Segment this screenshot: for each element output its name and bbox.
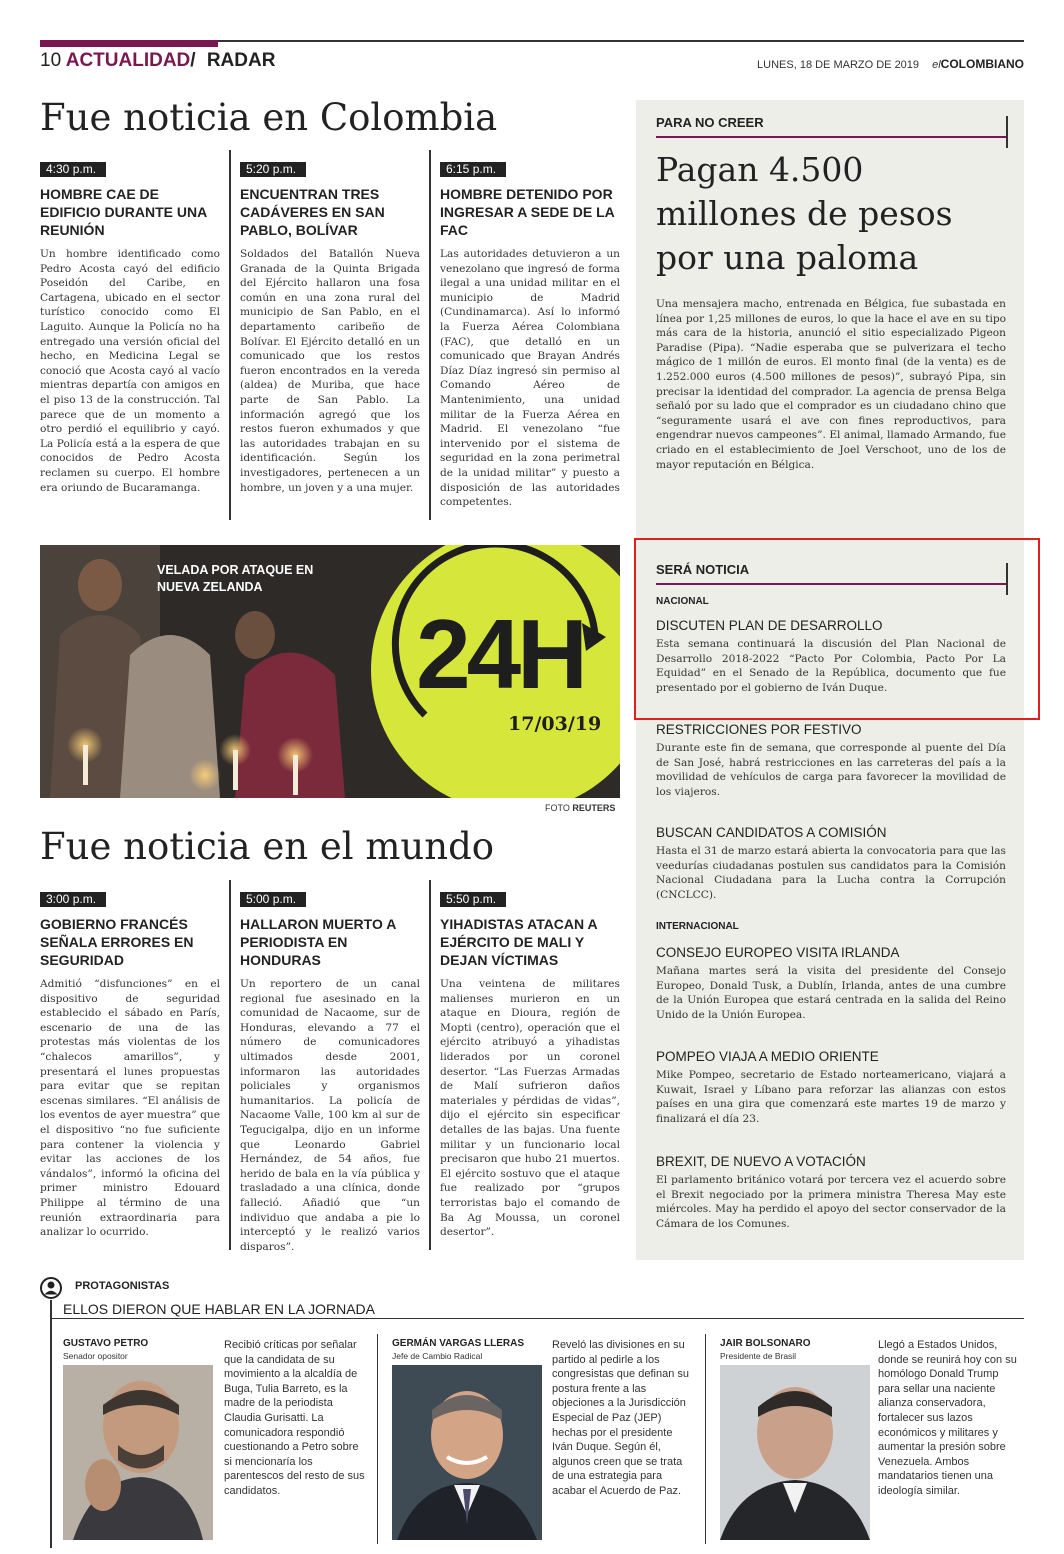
sera-noticia-item-title: BUSCAN CANDIDATOS A COMISIÓN — [656, 825, 887, 840]
sera-noticia-item-title: CONSEJO EUROPEO VISITA IRLANDA — [656, 945, 900, 960]
story-body: Un reportero de un canal regional fue asesinado en la comunidad de Nacaome, sur de Honduras, elevando a 77 el número de comunicadores ultimados desde 2001, informaron las autoridades policiales y organismos humanitarios. La policía de Nacaome Valle, 100 km al sur de Tegucigalpa, dijo en un informe que Leonardo Gabriel Hernández, de 54 años, fue herido de bala en la vía pública y trasladado a una clínica, donde falleció. Añadió que “un individuo que andaba a pie lo interceptó y le realizó varios disparos”. — [240, 978, 420, 1253]
story-time: 6:15 p.m. — [440, 162, 506, 177]
story-body: Las autoridades detuvieron a un venezolano que ingresó de forma ilegal a una unidad militar en el municipio de Madrid (Cundinamarca). Así lo informó la Fuerza Aérea Colombiana (FAC), que detalló en un comunicado que Brayan Andrés Díaz Díaz ingresó sin permiso al Comando Aéreo de Mantenimiento, una unidad militar de la Fuerza Aérea en Madrid. El venezolano “fue intervenido por el sistema de seguridad en la zona perimetral de la unidad militar” y puesto a disposición de las autoridades competentes. — [440, 248, 620, 509]
sera-noticia-item-title: DISCUTEN PLAN DE DESARROLLO — [656, 618, 883, 633]
para-no-creer-body: Una mensajera macho, entrenada en Bélgica, fue subastada en línea por 1,25 millones de euros, lo que la hace el ave en su tipo más cara de la historia, anunció el sitio especializado Pigeon Paradise (Pipa). “Nadie esperaba que se pulverizara el techo mágico de 1 millón de euros. El monto final (de la venta) es de 1.252.000 euros (4.500 millones de pesos)”, subrayó Pipa, sin precisar la identidad del comprador. La agencia de prensa Belga señaló por su lado que el comprador es un ciudadano chino que “seguramente usará el ave con fines reproductivos, para engendrar nuevos campeones”. El animal, llamado Armando, fue criado en el establecimiento de Joel Verschoot, uno de los de mayor reputación en Bélgica. — [656, 298, 1006, 471]
column-rule — [705, 1334, 706, 1544]
story-body: Una veintena de militares malienses murieron en un ataque en Dioura, región de Mopti (centro), operación que el ejército atribuyó a yihadistas liderados por un coronel desertor. “Las Fuerzas Armadas de Malí sufrieron daños materiales y pérdidas de vidas”, dijo el ejército sin especificar detalles de las bajas. Una fuente militar y un funcionario local precisaron que hubo 21 muertos. El ejército sostuvo que el ataque fue realizado por “grupos terroristas bajo el comando de Ba Ag Moussa, un coronel desertor”. — [440, 978, 620, 1239]
mundo-story-3 — [440, 888, 620, 1240]
brand-name: COLOMBIANO — [940, 57, 1024, 71]
para-no-creer-label: PARA NO CREER — [656, 114, 1008, 138]
story-time: 4:30 p.m. — [40, 162, 106, 177]
column-rule — [429, 880, 431, 1250]
internacional-label: INTERNACIONAL — [656, 921, 739, 932]
colombia-story-1 — [40, 158, 220, 495]
person-role: Presidente de Brasil — [720, 1351, 797, 1361]
badge-24h: 24H — [416, 599, 584, 709]
story-headline: HOMBRE DETENIDO POR INGRESAR A SEDE DE LA FAC — [440, 186, 615, 238]
story-time: 5:20 p.m. — [240, 162, 306, 177]
para-no-creer-title: Pagan 4.500 millones de pesos por una paloma — [656, 150, 953, 277]
person-role: Jefe de Cambio Radical — [392, 1351, 483, 1361]
person-text: Recibió críticas por señalar que la candidata de su movimiento a la alcaldía de Buga, Tulia Barreto, es la madre de la periodista Claudia Gurisatti. La comunicadora respondió cuestionando a Petro sobre si mencionaría los parentescos del resto de sus candidatos. — [224, 1339, 365, 1497]
brand-logo — [932, 59, 1024, 71]
protagonistas-rule — [50, 1318, 1024, 1319]
page-date: LUNES, 18 DE MARZO DE 2019 — [757, 59, 920, 71]
person-photo — [720, 1365, 870, 1540]
mundo-story-1 — [40, 888, 220, 1240]
sera-noticia-item-body: El parlamento británico votará por tercera vez el acuerdo sobre el Brexit negociado por la primera ministra Theresa May este miércoles. May ha perdido el apoyo del sector conservador de la Cámara de los Comunes. — [656, 1174, 1006, 1230]
story-time: 5:00 p.m. — [240, 892, 306, 907]
story-time: 3:00 p.m. — [40, 892, 106, 907]
story-headline: GOBIERNO FRANCÉS SEÑALA ERRORES EN SEGURIDAD — [40, 916, 194, 968]
sera-noticia-item-body: Mañana martes será la visita del presidente del Consejo Europeo, Donald Tusk, a Dublín, Irlanda, antes de una cumbre de la Unión Europea que estará centrada en la salida del Reino Unido de la Unión Europea. — [656, 965, 1006, 1021]
nacional-label: NACIONAL — [656, 596, 709, 607]
sera-noticia-item-body: Durante este fin de semana, que corresponde al puente del Día de San José, habrá restricciones en las carreteras del país a la movilidad de vehículos de carga para favorecer la movilidad de los viajeros. — [656, 742, 1006, 798]
mundo-section-title: Fue noticia en el mundo — [40, 825, 495, 868]
badge-date: 17/03/19 — [508, 713, 602, 735]
person-name: GUSTAVO PETRO — [63, 1338, 149, 1349]
column-rule — [229, 150, 231, 520]
sera-noticia-item-title: RESTRICCIONES POR FESTIVO — [656, 722, 862, 737]
person-text: Llegó a Estados Unidos, donde se reunirá hoy con su homólogo Donald Trump para sellar una naciente alianza conservadora, fortalecer sus lazos económicos y militares y aumentar la presión sobre Venezuela. Ambos mandatarios tienen una ideología similar. — [878, 1339, 1017, 1497]
mundo-story-2 — [240, 888, 420, 1254]
person-text: Reveló las divisiones en su partido al pedirle a los congresistas que definan su postura frente a las objeciones a la Jurisdicción Especial de Paz (JEP) hechas por el presidente Iván Duque. Según él, algunos creen que se trata de una estrategia para acabar el Acuerdo de Paz. — [552, 1339, 689, 1497]
section-name: ACTUALIDAD — [65, 50, 191, 71]
person-name: GERMÁN VARGAS LLERAS — [392, 1338, 525, 1349]
protagonistas-title: ELLOS DIERON QUE HABLAR EN LA JORNADA — [63, 1301, 375, 1317]
subsection-name: RADAR — [206, 50, 276, 71]
column-rule — [377, 1334, 378, 1544]
page-header-section — [40, 50, 275, 72]
sera-noticia-label: SERÁ NOTICIA — [656, 561, 1008, 585]
photo-caption: VELADA POR ATAQUE EN NUEVA ZELANDA — [157, 563, 314, 594]
section-separator: / — [190, 50, 196, 71]
story-headline: ENCUENTRAN TRES CADÁVERES EN SAN PABLO, BOLÍVAR — [240, 186, 385, 238]
page-header-right — [757, 57, 1024, 72]
column-rule — [429, 150, 431, 520]
person-name: JAIR BOLSONARO — [720, 1338, 811, 1349]
brand-prefix: el — [932, 59, 941, 71]
page-number: 10 — [40, 50, 62, 71]
story-headline: HALLARON MUERTO A PERIODISTA EN HONDURAS — [240, 916, 396, 968]
person-icon — [40, 1277, 62, 1299]
story-time: 5:50 p.m. — [440, 892, 506, 907]
sera-noticia-item-body: Esta semana continuará la discusión del Plan Nacional de Desarrollo 2018-2022 “Pacto Por Colombia, Pacto Por La Equidad” en el Senado de la República, documento que fue presentado por el gobierno de Iván Duque. — [656, 638, 1006, 694]
protagonistas-label: PROTAGONISTAS — [75, 1280, 170, 1292]
photo-credit — [545, 803, 615, 813]
highlight-box — [634, 538, 1040, 720]
person-role: Senador opositor — [63, 1351, 128, 1361]
sera-noticia-item-title: BREXIT, DE NUEVO A VOTACIÓN — [656, 1154, 866, 1169]
protagonistas-rule — [50, 1300, 52, 1548]
header-accent-bar — [40, 40, 218, 47]
panel-rule — [1006, 116, 1008, 148]
colombia-section-title: Fue noticia en Colombia — [40, 96, 498, 139]
sera-noticia-item-title: POMPEO VIAJA A MEDIO ORIENTE — [656, 1049, 879, 1064]
sera-noticia-item-body: Mike Pompeo, secretario de Estado norteamericano, viajará a Kuwait, Israel y Líbano para reforzar las alianzas con estos países en una gira que comenzará este martes 19 de marzo y finalizará el día 23. — [656, 1069, 1006, 1125]
colombia-story-3 — [440, 158, 620, 510]
story-body: Soldados del Batallón Nueva Granada de la Quinta Brigada del Ejército hallaron una fosa común en una zona rural del municipio de San Pablo, en el departamento caribeño de Bolívar. El Ejército detalló en un comunicado que los restos fueron encontrados en la vereda (aldea) de Muriba, que hace parte de San Pablo. La información agregó que los restos fueron exhumados y que las autoridades trabajan en su identificación. Según los investigadores, pertenecen a un hombre, un joven y a una mujer. — [240, 248, 420, 494]
story-body: Un hombre identificado como Pedro Acosta cayó del edificio Poseidón del Caribe, en Cartagena, ubicado en el sector turístico conocido como El Laguito. Aunque la Policía no ha entregado una versión oficial del hecho, en Medicina Legal se conoció que Acosta cayó al vacío mientras departía con amigos en el piso 13 de la construcción. Tal parece que de un momento a otro perdió el equilibrio y cayó. La Policía está a la espera de que conocidos de Pedro Acosta reclamen su cuerpo. El hombre era oriundo de Bucaramanga. — [40, 248, 220, 494]
story-headline: HOMBRE CAE DE EDIFICIO DURANTE UNA REUNIÓN — [40, 186, 207, 238]
person-photo — [392, 1365, 542, 1540]
credit-source: REUTERS — [572, 803, 616, 813]
story-headline: YIHADISTAS ATACAN A EJÉRCITO DE MALI Y DEJAN VÍCTIMAS — [440, 916, 598, 968]
colombia-story-2 — [240, 158, 420, 495]
sera-noticia-item-body: Hasta el 31 de marzo estará abierta la convocatoria para que las veedurías ciudadanas postulen sus candidatos para la Comisión Nacional Ciudadana para la Lucha contra la Corrupción (CNCLCC). — [656, 845, 1006, 901]
story-body: Admitió “disfunciones” en el dispositivo de seguridad establecido el sábado en París, escenario de una de las protestas más violentas de los “chalecos amarillos”, y presentará el lunes propuestas para evitar que se repitan escenas similares. “El análisis de los eventos de ayer muestra” que el dispositivo “no fue suficiente para contener la violencia y evitar las acciones de los vándalos”, informó la oficina del primer ministro Edouard Philippe al término de una reunión extraordinaria para analizar lo ocurrido. — [40, 978, 220, 1239]
credit-prefix: FOTO — [545, 803, 570, 813]
column-rule — [229, 880, 231, 1250]
person-photo — [63, 1365, 213, 1540]
